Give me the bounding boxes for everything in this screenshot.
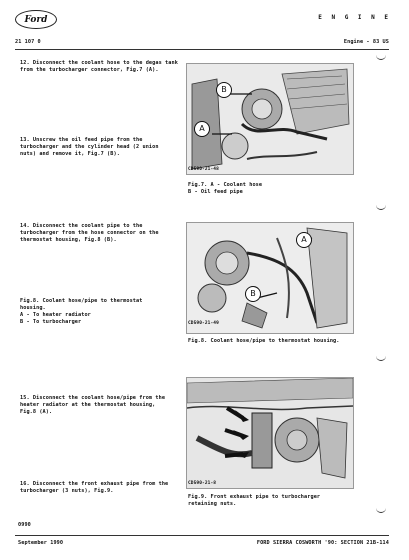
fig8-label-a: A bbox=[296, 232, 312, 248]
step-12: 12. Disconnect the coolant hose to the degas tank from the turbocharger connector, Fig.7 (A). bbox=[20, 60, 178, 73]
step-13: 13. Unscrew the oil feed pipe from the turbocharger and the cylinder head (2 union nuts) and remove it, Fig.7 (B). bbox=[20, 137, 159, 157]
doc-number: 21 107 0 bbox=[15, 39, 41, 45]
step-16: 16. Disconnect the front exhaust pipe from the turbocharger (3 nuts), Fig.9. bbox=[20, 481, 169, 494]
fig8-label-b: B bbox=[245, 286, 261, 302]
step-14: 14. Disconnect the coolant pipe to the turbocharger from the hose connector on the thermostat housing, Fig.8 (B). bbox=[20, 223, 159, 243]
footer-rule bbox=[15, 535, 389, 536]
margin-mark bbox=[376, 55, 386, 60]
subsection-title: Engine - 83 US bbox=[343, 39, 389, 45]
fig7-caption: Fig.7. A - Coolant hose B - Oil feed pipe bbox=[188, 182, 263, 195]
fig7-label-a: A bbox=[194, 121, 210, 137]
fig8-code: CD590-21-49 bbox=[188, 321, 219, 326]
page-code: 0990 bbox=[18, 522, 31, 528]
step-15: 15. Disconnect the coolant hose/pipe from the heater radiator at the thermostat housing, Fig.8 (A). bbox=[20, 395, 166, 415]
ford-logo: Ford bbox=[15, 10, 57, 29]
fig7-label-b: B bbox=[216, 82, 232, 98]
footer-title: FORD SIERRA COSWORTH '90: SECTION 21B-114 bbox=[256, 540, 389, 546]
fig8-legend: Fig.8. Coolant hose/pipe to thermostat housing. A - To heater radiator B - To turbocharger bbox=[20, 298, 143, 325]
margin-mark bbox=[376, 356, 386, 361]
margin-mark bbox=[376, 508, 386, 513]
margin-mark bbox=[376, 205, 386, 210]
footer-date: September 1990 bbox=[18, 540, 64, 546]
section-title: E N G I N E bbox=[318, 14, 391, 21]
fig7-code: CD590-21-48 bbox=[188, 167, 219, 172]
header-rule bbox=[15, 49, 389, 50]
figure-7-image bbox=[186, 63, 354, 175]
fig9-code: CD590-21-8 bbox=[188, 481, 217, 486]
fig8-caption: Fig.8. Coolant hose/pipe to thermostat housing. bbox=[188, 338, 340, 344]
figure-8-image bbox=[186, 222, 354, 334]
figure-9-image bbox=[186, 377, 354, 489]
fig9-caption: Fig.9. Front exhaust pipe to turbocharger retaining nuts. bbox=[188, 494, 321, 507]
